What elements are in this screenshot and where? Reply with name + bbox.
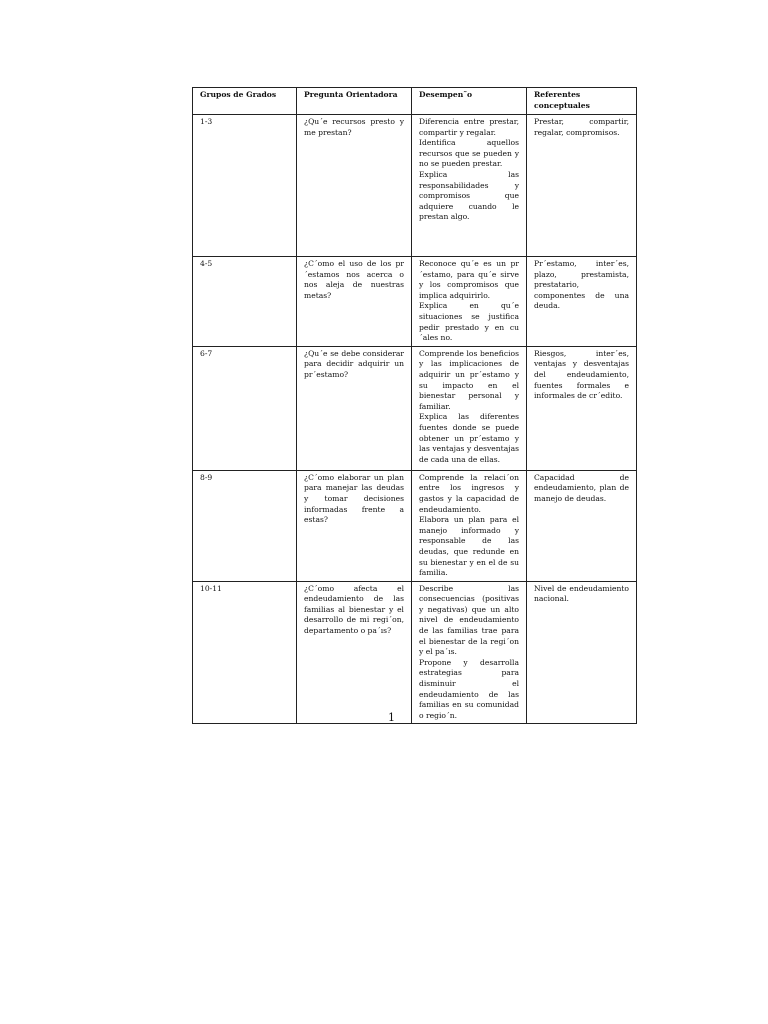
table-header-row [193, 88, 637, 115]
desempeno-line: Comprende los beneficios y las implicaciones de adquirir un pr´estamo y su impacto en el bienestar personal y familiar. [419, 348, 519, 411]
cell-pregunta: ¿Qu´e recursos presto y me prestan? [297, 115, 412, 257]
desempeno-line: Identifica aquellos recursos que se pueden y no se pueden prestar. [419, 138, 519, 169]
cell-grupo: 10-11 [193, 581, 297, 724]
desempeno-line: Explica las diferentes fuentes donde se puede obtener un pr´estamo y las ventajas y desventajas de cada una de ellas. [419, 412, 519, 464]
cell-referentes: Capacidad de endeudamiento, plan de manejo de deudas. [527, 470, 637, 581]
cell-grupo: 8-9 [193, 470, 297, 581]
desempeno-line: Reconoce qu´e es un pr´estamo, para qu´e sirve y los compromisos que implica adquirirlo. [419, 259, 519, 300]
cell-pregunta: ¿C´omo elaborar un plan para manejar las deudas y tomar decisiones informadas frente a estas? [297, 470, 412, 581]
cell-grupo: 1-3 [193, 115, 297, 257]
cell-grupo: 4-5 [193, 257, 297, 347]
cell-pregunta: ¿C´omo el uso de los pr´estamos nos acerca o nos aleja de nuestras metas? [297, 257, 412, 347]
cell-pregunta: ¿C´omo afecta el endeudamiento de las familias al bienestar y el desarrollo de mi regi´on, departamento o pa´ıs? [297, 581, 412, 724]
table-row [193, 470, 637, 581]
header-grupos: Grupos de Grados [193, 88, 297, 115]
cell-referentes: Nivel de endeudamiento nacional. [527, 581, 637, 724]
desempeno-line: Explica las responsabilidades y compromisos que adquiere cuando le prestan algo. [419, 169, 519, 222]
cell-referentes: Riesgos, inter´es, ventajas y desventajas del endeudamiento, fuentes formales e informales de cr´edito. [527, 346, 637, 470]
competencies-table [192, 87, 637, 724]
cell-desempeno [412, 257, 527, 347]
table-row [193, 257, 637, 347]
cell-desempeno [412, 115, 527, 257]
header-desempeno: Desempen˜o [412, 88, 527, 115]
cell-desempeno [412, 346, 527, 470]
cell-referentes: Prestar, compartir, regalar, compromisos. [527, 115, 637, 257]
cell-referentes: Pr´estamo, inter´es, plazo, prestamista, prestatario, componentes de una deuda. [527, 257, 637, 347]
cell-grupo: 6-7 [193, 346, 297, 470]
table-row [193, 581, 637, 724]
cell-desempeno [412, 470, 527, 581]
cell-desempeno [412, 581, 527, 724]
table-row [193, 346, 637, 470]
desempeno-line: Propone y desarrolla estrategias para disminuir el endeudamiento de las familias en su comunidad o regio´n. [419, 657, 519, 720]
desempeno-line: Explica en qu´e situaciones se justifica pedir prestado y en cu´ales no. [419, 301, 519, 343]
header-pregunta: Pregunta Orientadora [297, 88, 412, 115]
table-row [193, 115, 637, 257]
desempeno-line: Describe las consecuencias (positivas y negativas) que un alto nivel de endeudamiento de las familias trae para el bienestar de la regi´on y el pa´ıs. [419, 583, 519, 657]
cell-pregunta: ¿Qu´e se debe considerar para decidir adquirir un pr´estamo? [297, 346, 412, 470]
desempeno-line: Elabora un plan para el manejo informado y responsable de las deudas, que redunde en su bienestar y en el de su familia. [419, 515, 519, 578]
desempeno-line: Diferencia entre prestar, compartir y regalar. [419, 117, 519, 137]
desempeno-line: Comprende la relaci´on entre los ingresos y gastos y la capacidad de endeudamiento. [419, 472, 519, 514]
page-number: 1 [388, 711, 395, 724]
header-referentes: Referentes conceptuales [527, 88, 637, 115]
